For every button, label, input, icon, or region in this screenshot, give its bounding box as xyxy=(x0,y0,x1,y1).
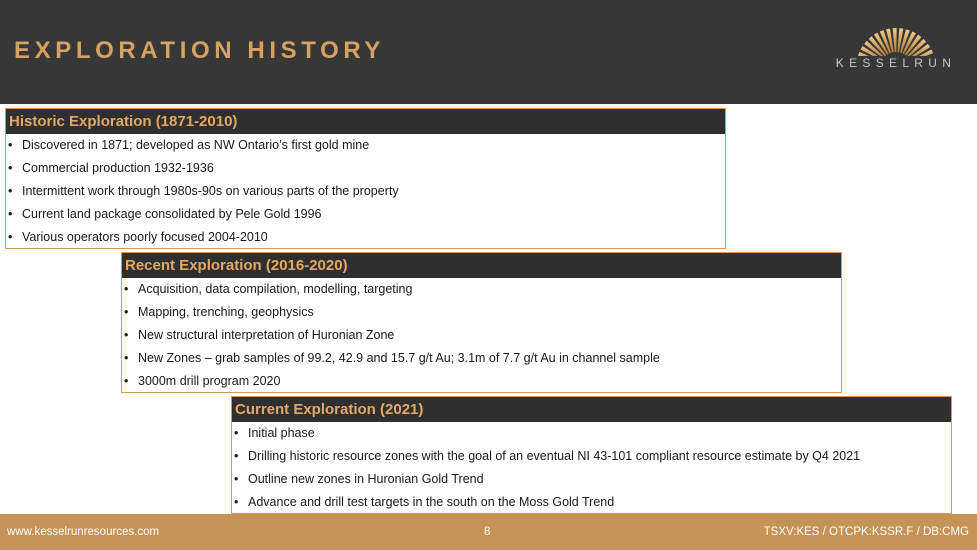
list-item: • Outline new zones in Huronian Gold Trend xyxy=(232,468,951,491)
list-item: • Discovered in 1871; developed as NW Ontario’s first gold mine xyxy=(6,134,725,157)
list-item: • Drilling historic resource zones with the goal of an eventual NI 43-101 compliant resource estimate by Q4 2021 xyxy=(232,445,951,468)
bullet: • xyxy=(124,305,129,319)
list-item: • Current land package consolidated by Pele Gold 1996 xyxy=(6,203,725,226)
bullet: • xyxy=(234,426,239,440)
bullet: • xyxy=(124,374,129,388)
sunrise-rays-logo-icon xyxy=(828,28,964,56)
section-heading: Current Exploration (2021) xyxy=(232,397,951,422)
list-item: • Commercial production 1932-1936 xyxy=(6,157,725,180)
page-title: EXPLORATION HISTORY xyxy=(14,37,385,64)
bullet: • xyxy=(124,328,129,342)
bullet: • xyxy=(124,351,129,365)
stock-tickers: TSXV:KES / OTCPK:KSSR.F / DB:CMG xyxy=(763,526,969,538)
recent-exploration-section xyxy=(121,252,842,393)
logo-text: KESSELRUN xyxy=(835,56,957,70)
bullet: • xyxy=(8,138,13,152)
list-item: • 3000m drill program 2020 xyxy=(122,370,841,393)
footer-bar xyxy=(0,514,977,550)
section-heading: Historic Exploration (1871-2010) xyxy=(6,109,725,134)
list-item: • New structural interpretation of Huronian Zone xyxy=(122,324,841,347)
header-bar xyxy=(0,0,977,104)
list-item: • Acquisition, data compilation, modelling, targeting xyxy=(122,278,841,301)
bullet: • xyxy=(234,495,239,509)
bullet: • xyxy=(8,161,13,175)
current-exploration-section xyxy=(231,396,952,514)
logo-ray xyxy=(893,28,897,52)
bullet: • xyxy=(234,472,239,486)
bullet: • xyxy=(8,184,13,198)
list-item: • Intermittent work through 1980s-90s on various parts of the property xyxy=(6,180,725,203)
bullet: • xyxy=(8,230,13,244)
bullet: • xyxy=(8,207,13,221)
historic-exploration-section xyxy=(5,108,726,249)
list-item: • Various operators poorly focused 2004-2010 xyxy=(6,226,725,249)
list-item: • Mapping, trenching, geophysics xyxy=(122,301,841,324)
company-logo xyxy=(826,28,966,72)
list-item: • New Zones – grab samples of 99.2, 42.9 and 15.7 g/t Au; 3.1m of 7.7 g/t Au in channel sample xyxy=(122,347,841,370)
list-item: • Advance and drill test targets in the south on the Moss Gold Trend xyxy=(232,491,951,514)
section-heading: Recent Exploration (2016-2020) xyxy=(122,253,841,278)
list-item: • Initial phase xyxy=(232,422,951,445)
page-number: 8 xyxy=(484,526,491,538)
bullet: • xyxy=(124,282,129,296)
bullet: • xyxy=(234,449,239,463)
logo-ray xyxy=(886,28,894,52)
website-link[interactable]: www.kesselrunresources.com xyxy=(7,526,160,538)
